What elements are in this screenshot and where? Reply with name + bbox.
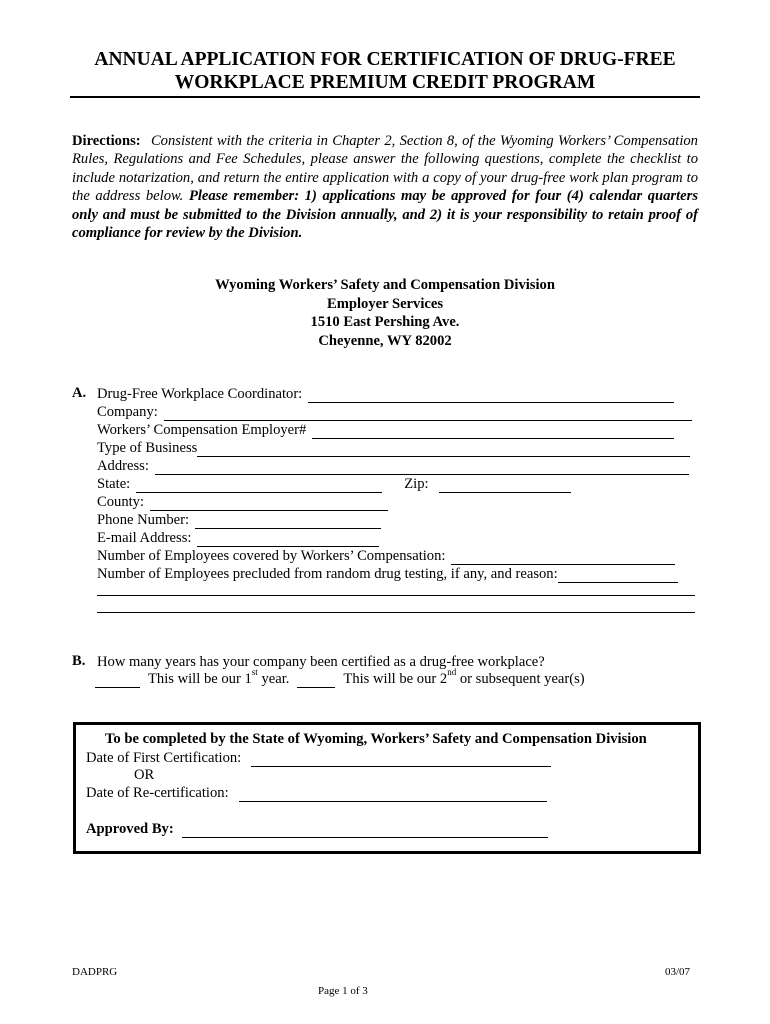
address-row [97,457,689,475]
employer-number-row [97,421,674,439]
phone-row [97,511,381,529]
directions-emphasis: Please remember: 1) applications may be approved for four (4) calendar quarters only and must be submitted to the Division annually, and 2) it is your responsibility to retain proof of compliance for review by the Division. [72,188,699,242]
employees-covered-label: Number of Employees covered by Workers’ Compensation: [97,548,446,564]
state-label: State: [97,476,131,492]
reason-line-1[interactable] [97,595,695,596]
employees-precluded-field[interactable] [558,569,678,583]
directions-text: Consistent with the criteria in Chapter 2, Section 8, of the Wyoming Workers’ Compensation Rules, Regulations and Fee Schedules, please answer the following questions, complete the checklist to include notarization, and return the entire application with a copy of your drug-free work plan program to the address below. [72,133,698,205]
approved-by-label: Approved By: [86,821,174,837]
state-field[interactable] [136,479,382,493]
address-line-2: Employer Services [326,295,444,312]
phone-label: Phone Number: [97,512,190,528]
second-year-blank[interactable] [297,674,335,688]
employees-precluded-label: Number of Employees precluded from random drug testing, if any, and reason: [97,566,558,582]
or-label: OR [134,767,155,783]
years-answer-row [95,667,585,688]
state-zip-row [97,475,571,493]
employees-precluded-row [97,565,678,583]
mailing-address [70,276,700,350]
employer-number-label: Workers’ Compensation Employer# [97,422,307,438]
address-line-3: 1510 East Pershing Ave. [310,314,460,331]
business-type-label: Type of Business [97,440,198,456]
county-row [97,493,388,511]
coordinator-label: Drug-Free Workplace Coordinator: [97,386,303,402]
business-type-field[interactable] [197,443,690,457]
section-b-letter: B. [72,653,86,669]
coordinator-row [97,385,674,403]
employees-covered-row [97,547,675,565]
county-field[interactable] [150,497,388,511]
second-year-text: This will be our 2nd or subsequent year(s) [343,667,585,687]
recert-field[interactable] [239,788,547,802]
form-id: DADPRG [72,966,118,978]
zip-field[interactable] [439,479,571,493]
first-cert-field[interactable] [251,753,551,767]
employees-covered-field[interactable] [451,551,675,565]
section-a-letter: A. [72,385,87,401]
address-line-1: Wyoming Workers’ Safety and Compensation Division [215,277,555,293]
first-cert-label: Date of First Certification: [86,750,242,766]
title-divider [70,96,700,98]
email-row [97,529,379,547]
revision-date: 03/07 [665,966,691,978]
first-year-blank[interactable] [95,674,140,688]
or-row [134,766,154,784]
county-label: County: [97,494,145,510]
company-row [97,403,692,421]
business-type-row [97,439,690,457]
approved-by-field[interactable] [182,824,548,838]
title-line-1: ANNUAL APPLICATION FOR CERTIFICATION OF DRUG-FREE [94,49,676,70]
address-line-4: Cheyenne, WY 82002 [318,332,452,349]
first-year-text: This will be our 1st year. [148,667,290,687]
company-label: Company: [97,404,158,420]
email-label: E-mail Address: [97,530,192,546]
phone-field[interactable] [195,515,381,529]
state-box-title: To be completed by the State of Wyoming, Workers’ Safety and Compensation Division [105,731,647,747]
directions-paragraph [72,132,698,242]
years-question [97,653,545,671]
page-number: Page 1 of 3 [318,985,368,997]
employer-number-field[interactable] [312,425,674,439]
form-title [70,48,700,94]
directions-label: Directions: [72,133,141,149]
title-line-2: WORKPLACE PREMIUM CREDIT PROGRAM [174,72,596,93]
reason-line-2[interactable] [97,612,695,613]
address-field[interactable] [155,461,689,475]
recert-label: Date of Re-certification: [86,785,229,801]
address-label: Address: [97,458,149,474]
zip-label: Zip: [404,476,429,492]
first-cert-row [86,749,551,767]
company-field[interactable] [164,407,692,421]
years-question-text: How many years has your company been certified as a drug-free workplace? [97,654,545,670]
email-field[interactable] [197,533,379,547]
approved-by-row [86,820,548,838]
coordinator-field[interactable] [308,389,674,403]
recert-row [86,784,547,802]
